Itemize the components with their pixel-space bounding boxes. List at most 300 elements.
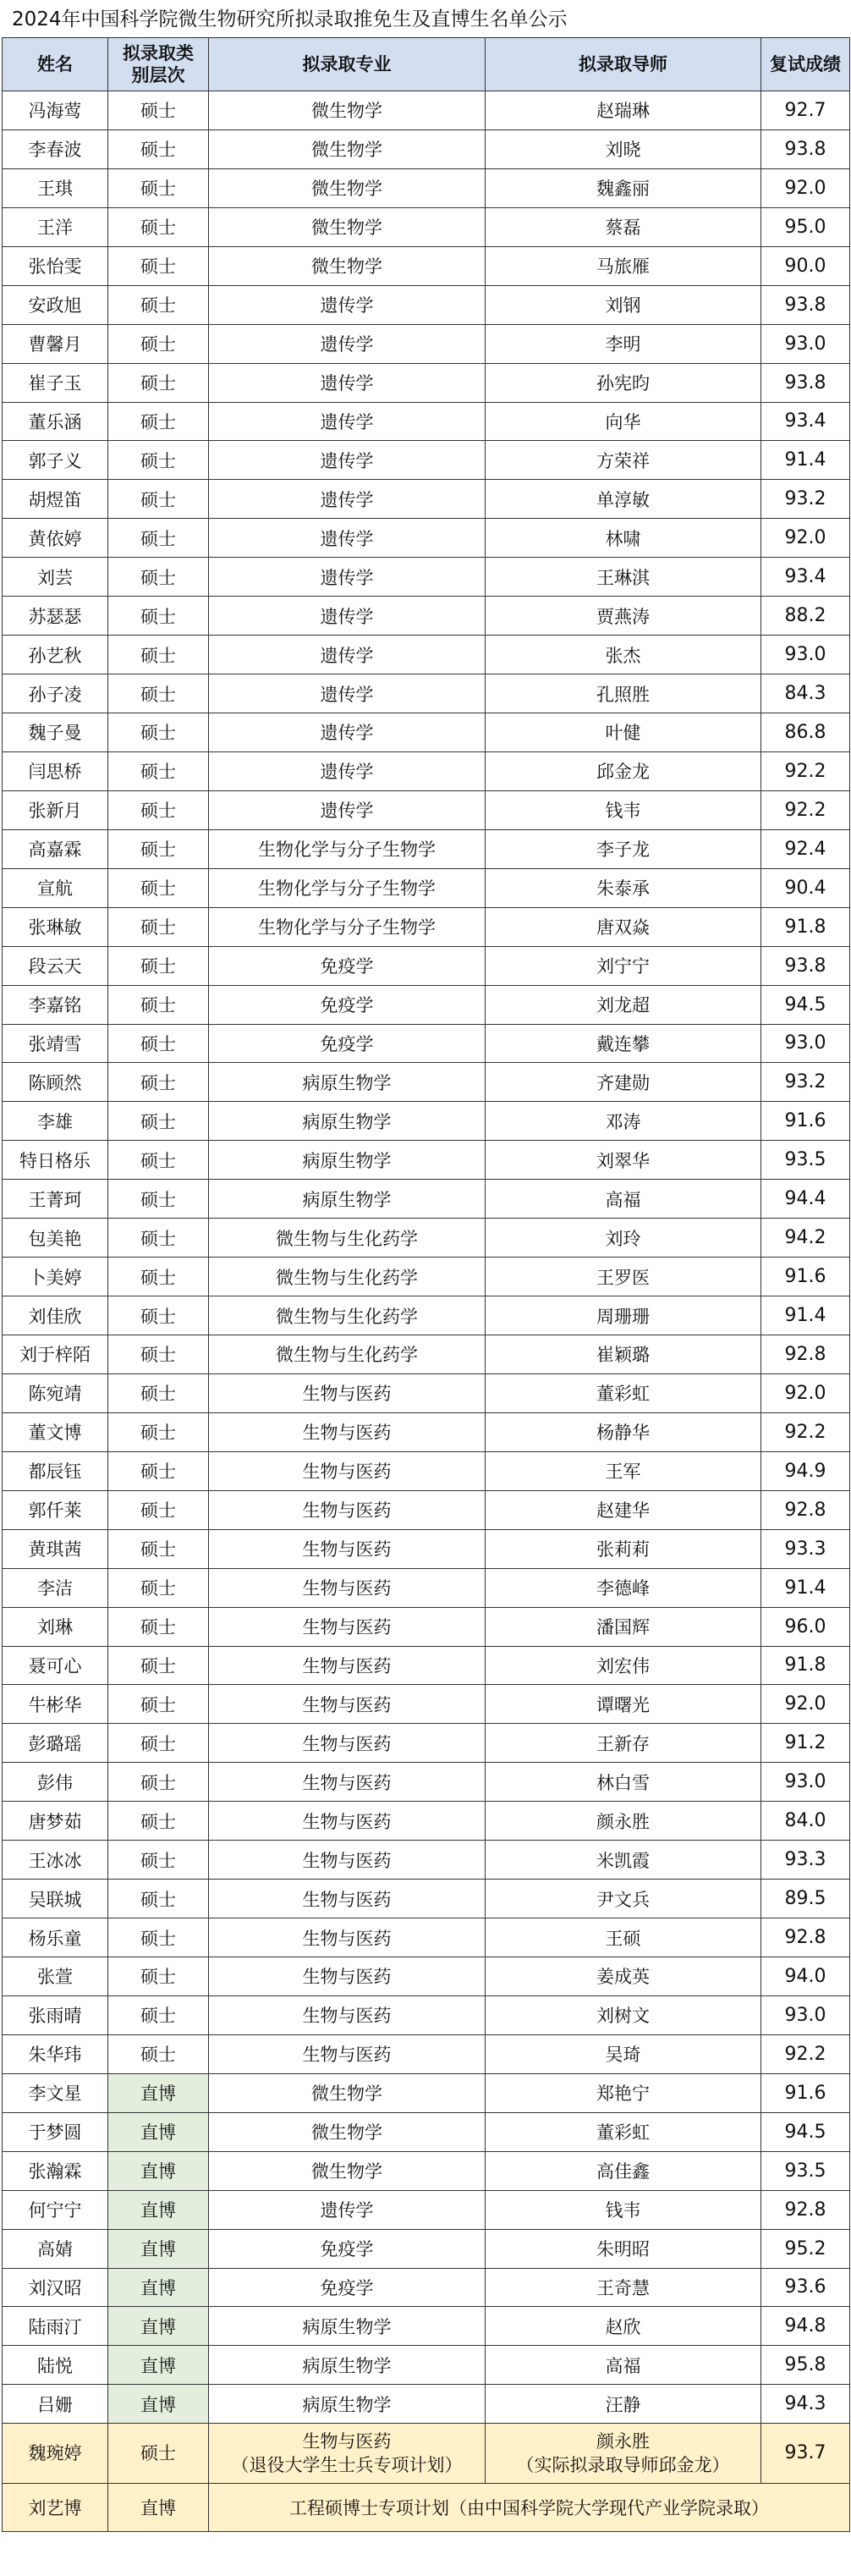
cell-advisor: 颜永胜 bbox=[486, 1802, 761, 1841]
table-row bbox=[3, 441, 850, 480]
cell-major: 生物与医药 bbox=[209, 1451, 486, 1490]
cell-major: 生物化学与分子生物学 bbox=[209, 907, 486, 946]
cell-name: 孙艺秋 bbox=[3, 636, 108, 674]
cell-name: 陆悦 bbox=[3, 2346, 108, 2385]
cell-name: 吴联城 bbox=[3, 1880, 108, 1918]
cell-score: 91.8 bbox=[761, 1646, 850, 1685]
cell-score: 91.6 bbox=[761, 2073, 850, 2112]
cell-major: 免疫学 bbox=[209, 946, 486, 985]
table-row bbox=[3, 363, 850, 402]
cell-score: 92.0 bbox=[761, 1373, 850, 1412]
cell-level: 硕士 bbox=[108, 1568, 209, 1607]
cell-score: 92.7 bbox=[761, 91, 850, 130]
cell-advisor: 赵欣 bbox=[486, 2307, 761, 2346]
cell-level: 硕士 bbox=[108, 946, 209, 985]
cell-level: 硕士 bbox=[108, 1063, 209, 1102]
cell-advisor: 王奇慧 bbox=[486, 2268, 761, 2307]
table-row bbox=[3, 207, 850, 246]
cell-score: 93.0 bbox=[761, 1024, 850, 1063]
cell-level: 硕士 bbox=[108, 1529, 209, 1568]
header-advisor: 拟录取导师 bbox=[486, 38, 761, 91]
cell-advisor: 邓涛 bbox=[486, 1102, 761, 1141]
cell-score: 94.5 bbox=[761, 2112, 850, 2151]
cell-name: 张琳敏 bbox=[3, 907, 108, 946]
cell-score: 92.0 bbox=[761, 1685, 850, 1724]
table-row bbox=[3, 1180, 850, 1219]
table-row bbox=[3, 558, 850, 597]
cell-advisor: 谭曙光 bbox=[486, 1685, 761, 1724]
cell-major: 生物与医药 bbox=[209, 1607, 486, 1646]
cell-score: 94.9 bbox=[761, 1451, 850, 1490]
cell-advisor: 高福 bbox=[486, 1180, 761, 1219]
table-row bbox=[3, 636, 850, 674]
cell-level: 直博 bbox=[108, 2346, 209, 2385]
cell-advisor: 郑艳宁 bbox=[486, 2073, 761, 2112]
cell-score: 92.8 bbox=[761, 1490, 850, 1529]
cell-level: 硕士 bbox=[108, 790, 209, 829]
cell-advisor: 林啸 bbox=[486, 519, 761, 558]
cell-advisor: 刘龙超 bbox=[486, 985, 761, 1024]
table-row bbox=[3, 829, 850, 868]
cell-name: 王菁珂 bbox=[3, 1180, 108, 1219]
cell-level: 硕士 bbox=[108, 1024, 209, 1063]
cell-level: 直博 bbox=[108, 2073, 209, 2112]
cell-name: 安政旭 bbox=[3, 285, 108, 324]
table-row bbox=[3, 1802, 850, 1841]
cell-major: 生物与医药 bbox=[209, 1646, 486, 1685]
cell-score: 91.2 bbox=[761, 1724, 850, 1763]
cell-score: 93.4 bbox=[761, 558, 850, 597]
cell-advisor: 尹文兵 bbox=[486, 1880, 761, 1918]
cell-major: 生物与医药 bbox=[209, 1995, 486, 2034]
cell-major: 生物与医药 bbox=[209, 1490, 486, 1529]
table-row bbox=[3, 1373, 850, 1412]
cell-score: 92.2 bbox=[761, 1412, 850, 1451]
cell-advisor: 王硕 bbox=[486, 1918, 761, 1957]
cell-score: 93.3 bbox=[761, 1529, 850, 1568]
cell-advisor: 戴连攀 bbox=[486, 1024, 761, 1063]
cell-major: 免疫学 bbox=[209, 2229, 486, 2268]
cell-name: 朱华玮 bbox=[3, 2034, 108, 2073]
table-row bbox=[3, 1141, 850, 1180]
cell-name: 郭仟莱 bbox=[3, 1490, 108, 1529]
cell-advisor: 孙宪昀 bbox=[486, 363, 761, 402]
cell-major: 病原生物学 bbox=[209, 1141, 486, 1180]
cell-advisor: 王琳淇 bbox=[486, 558, 761, 597]
cell-major: 遗传学 bbox=[209, 480, 486, 519]
cell-score: 94.3 bbox=[761, 2385, 850, 2424]
table-row bbox=[3, 1995, 850, 2034]
cell-score: 90.4 bbox=[761, 868, 850, 907]
cell-advisor: 林白雪 bbox=[486, 1763, 761, 1802]
cell-advisor: 杨静华 bbox=[486, 1412, 761, 1451]
cell-level: 硕士 bbox=[108, 1180, 209, 1219]
cell-score: 94.0 bbox=[761, 1957, 850, 1996]
cell-level: 硕士 bbox=[108, 363, 209, 402]
cell-score: 90.0 bbox=[761, 246, 850, 285]
cell-score: 89.5 bbox=[761, 1880, 850, 1918]
cell-name: 孙子凌 bbox=[3, 674, 108, 713]
table-row bbox=[3, 1607, 850, 1646]
cell-advisor: 刘树文 bbox=[486, 1995, 761, 2034]
table-row bbox=[3, 907, 850, 946]
table-row bbox=[3, 2151, 850, 2190]
cell-level: 硕士 bbox=[108, 713, 209, 752]
cell-advisor: 高佳鑫 bbox=[486, 2151, 761, 2190]
cell-name: 李嘉铭 bbox=[3, 985, 108, 1024]
cell-score: 94.4 bbox=[761, 1180, 850, 1219]
cell-score: 93.4 bbox=[761, 402, 850, 441]
cell-level: 硕士 bbox=[108, 1296, 209, 1335]
cell-major: 遗传学 bbox=[209, 751, 486, 790]
cell-advisor: 董彩虹 bbox=[486, 1373, 761, 1412]
cell-major: 微生物与生化药学 bbox=[209, 1219, 486, 1258]
cell-score: 93.0 bbox=[761, 636, 850, 674]
cell-major: 病原生物学 bbox=[209, 1102, 486, 1141]
cell-major: 微生物学 bbox=[209, 129, 486, 168]
cell-major: 生物与医药 bbox=[209, 1880, 486, 1918]
cell-score: 93.8 bbox=[761, 285, 850, 324]
special-row-veteran bbox=[3, 2424, 850, 2484]
cell-name: 黄琪茜 bbox=[3, 1529, 108, 1568]
cell-major: 遗传学 bbox=[209, 713, 486, 752]
cell-major: 遗传学 bbox=[209, 636, 486, 674]
cell-major: 遗传学 bbox=[209, 402, 486, 441]
cell-major: 生物化学与分子生物学 bbox=[209, 829, 486, 868]
cell-level: 硕士 bbox=[108, 636, 209, 674]
table-row bbox=[3, 1841, 850, 1880]
cell-level: 硕士 bbox=[108, 1219, 209, 1258]
cell-major: 病原生物学 bbox=[209, 1063, 486, 1102]
table-header-row bbox=[3, 38, 850, 91]
table-row bbox=[3, 2307, 850, 2346]
table-row bbox=[3, 285, 850, 324]
cell-level: 硕士 bbox=[108, 1258, 209, 1296]
cell-level: 硕士 bbox=[108, 1335, 209, 1374]
cell-level: 硕士 bbox=[108, 1802, 209, 1841]
cell-level: 硕士 bbox=[108, 1763, 209, 1802]
cell-level: 硕士 bbox=[108, 246, 209, 285]
cell-score: 92.4 bbox=[761, 829, 850, 868]
table-row bbox=[3, 2112, 850, 2151]
cell-advisor: 钱韦 bbox=[486, 2190, 761, 2229]
cell-major: 生物与医药 bbox=[209, 1685, 486, 1724]
cell-name: 高嘉霖 bbox=[3, 829, 108, 868]
table-row bbox=[3, 597, 850, 636]
cell-major: 遗传学 bbox=[209, 519, 486, 558]
cell-name: 刘琳 bbox=[3, 1607, 108, 1646]
cell-score: 93.0 bbox=[761, 1763, 850, 1802]
cell-major: 遗传学 bbox=[209, 790, 486, 829]
cell-score: 93.0 bbox=[761, 1995, 850, 2034]
cell-advisor: 刘宏伟 bbox=[486, 1646, 761, 1685]
table-row bbox=[3, 2385, 850, 2424]
cell-level: 硕士 bbox=[108, 91, 209, 130]
table-row bbox=[3, 1451, 850, 1490]
cell-advisor: 孔照胜 bbox=[486, 674, 761, 713]
cell-level: 硕士 bbox=[108, 1841, 209, 1880]
cell-advisor: 齐建勋 bbox=[486, 1063, 761, 1102]
table-row bbox=[3, 868, 850, 907]
special-row-engineering bbox=[3, 2484, 850, 2532]
cell-score: 91.6 bbox=[761, 1102, 850, 1141]
cell-name: 李雄 bbox=[3, 1102, 108, 1141]
cell-level: 硕士 bbox=[108, 674, 209, 713]
cell-major: 遗传学 bbox=[209, 558, 486, 597]
table-row bbox=[3, 751, 850, 790]
cell-advisor: 朱泰承 bbox=[486, 868, 761, 907]
cell-major bbox=[209, 2424, 486, 2484]
cell-major: 遗传学 bbox=[209, 324, 486, 363]
cell-advisor: 王军 bbox=[486, 1451, 761, 1490]
cell-level: 硕士 bbox=[108, 168, 209, 207]
cell-level: 直博 bbox=[108, 2268, 209, 2307]
cell-major: 病原生物学 bbox=[209, 2385, 486, 2424]
cell-level: 硕士 bbox=[108, 480, 209, 519]
cell-advisor: 刘钢 bbox=[486, 285, 761, 324]
cell-name: 张雨晴 bbox=[3, 1995, 108, 2034]
cell-level: 硕士 bbox=[108, 402, 209, 441]
cell-advisor: 董彩虹 bbox=[486, 2112, 761, 2151]
cell-major: 病原生物学 bbox=[209, 2307, 486, 2346]
cell-advisor: 朱明昭 bbox=[486, 2229, 761, 2268]
cell-level: 硕士 bbox=[108, 1490, 209, 1529]
advisor-line1: 颜永胜 bbox=[596, 2431, 650, 2452]
cell-name: 王琪 bbox=[3, 168, 108, 207]
cell-level: 硕士 bbox=[108, 1995, 209, 2034]
cell-name: 杨乐童 bbox=[3, 1918, 108, 1957]
cell-level: 硕士 bbox=[108, 558, 209, 597]
cell-level: 硕士 bbox=[108, 1373, 209, 1412]
table-row bbox=[3, 519, 850, 558]
cell-score: 84.0 bbox=[761, 1802, 850, 1841]
cell-name: 王洋 bbox=[3, 207, 108, 246]
advisor-line2: （实际拟录取导师邱金龙） bbox=[516, 2455, 730, 2476]
cell-major: 微生物学 bbox=[209, 168, 486, 207]
table-row bbox=[3, 2268, 850, 2307]
table-row bbox=[3, 1957, 850, 1996]
cell-advisor: 刘宁宁 bbox=[486, 946, 761, 985]
cell-name: 李春波 bbox=[3, 129, 108, 168]
cell-advisor: 汪静 bbox=[486, 2385, 761, 2424]
cell-advisor: 钱韦 bbox=[486, 790, 761, 829]
cell-score: 94.5 bbox=[761, 985, 850, 1024]
cell-name: 李文星 bbox=[3, 2073, 108, 2112]
cell-name: 董文博 bbox=[3, 1412, 108, 1451]
cell-score: 92.2 bbox=[761, 751, 850, 790]
cell-major: 免疫学 bbox=[209, 2268, 486, 2307]
cell-score: 92.2 bbox=[761, 790, 850, 829]
cell-advisor: 刘玲 bbox=[486, 1219, 761, 1258]
cell-score: 92.8 bbox=[761, 1918, 850, 1957]
cell-major: 遗传学 bbox=[209, 285, 486, 324]
table-row bbox=[3, 324, 850, 363]
table-row bbox=[3, 168, 850, 207]
cell-advisor: 唐双焱 bbox=[486, 907, 761, 946]
cell-level: 硕士 bbox=[108, 597, 209, 636]
cell-major: 生物与医药 bbox=[209, 1373, 486, 1412]
cell-score: 93.5 bbox=[761, 1141, 850, 1180]
cell-name: 唐梦茹 bbox=[3, 1802, 108, 1841]
cell-level: 直博 bbox=[108, 2190, 209, 2229]
cell-score: 94.8 bbox=[761, 2307, 850, 2346]
table-row bbox=[3, 1763, 850, 1802]
table-row bbox=[3, 91, 850, 130]
cell-advisor: 马旅雁 bbox=[486, 246, 761, 285]
cell-level: 硕士 bbox=[108, 519, 209, 558]
cell-score: 86.8 bbox=[761, 713, 850, 752]
cell-advisor: 贾燕涛 bbox=[486, 597, 761, 636]
cell-advisor: 姜成英 bbox=[486, 1957, 761, 1996]
cell-level: 硕士 bbox=[108, 1607, 209, 1646]
header-name: 姓名 bbox=[3, 38, 108, 91]
cell-name: 高婧 bbox=[3, 2229, 108, 2268]
cell-major: 生物与医药 bbox=[209, 1918, 486, 1957]
cell-score: 92.8 bbox=[761, 2190, 850, 2229]
cell-name: 冯海莺 bbox=[3, 91, 108, 130]
cell-major: 病原生物学 bbox=[209, 2346, 486, 2385]
cell-level: 硕士 bbox=[108, 829, 209, 868]
cell-name: 都辰钰 bbox=[3, 1451, 108, 1490]
cell-level: 硕士 bbox=[108, 207, 209, 246]
cell-major: 遗传学 bbox=[209, 597, 486, 636]
cell-score: 92.8 bbox=[761, 1335, 850, 1374]
cell-major: 生物与医药 bbox=[209, 1957, 486, 1996]
cell-level: 硕士 bbox=[108, 907, 209, 946]
table-row bbox=[3, 2229, 850, 2268]
cell-major: 生物与医药 bbox=[209, 1763, 486, 1802]
cell-level: 直博 bbox=[108, 2112, 209, 2151]
cell-name: 于梦圆 bbox=[3, 2112, 108, 2151]
cell-score: 95.2 bbox=[761, 2229, 850, 2268]
cell-advisor: 王新存 bbox=[486, 1724, 761, 1763]
cell-level: 硕士 bbox=[108, 751, 209, 790]
cell-major: 生物化学与分子生物学 bbox=[209, 868, 486, 907]
major-line1: 生物与医药 bbox=[302, 2431, 392, 2452]
cell-advisor: 王罗医 bbox=[486, 1258, 761, 1296]
cell-score: 91.6 bbox=[761, 1258, 850, 1296]
cell-name: 魏子曼 bbox=[3, 713, 108, 752]
table-row bbox=[3, 480, 850, 519]
cell-major: 免疫学 bbox=[209, 1024, 486, 1063]
cell-advisor: 赵建华 bbox=[486, 1490, 761, 1529]
table-row bbox=[3, 2190, 850, 2229]
table-row bbox=[3, 1685, 850, 1724]
cell-name: 刘佳欣 bbox=[3, 1296, 108, 1335]
cell-level: 直博 bbox=[108, 2484, 209, 2532]
cell-major: 遗传学 bbox=[209, 363, 486, 402]
cell-score: 93.6 bbox=[761, 2268, 850, 2307]
cell-level: 直博 bbox=[108, 2385, 209, 2424]
cell-level: 硕士 bbox=[108, 1646, 209, 1685]
table-row bbox=[3, 674, 850, 713]
cell-advisor: 张莉莉 bbox=[486, 1529, 761, 1568]
cell-score: 93.8 bbox=[761, 363, 850, 402]
cell-score: 93.5 bbox=[761, 2151, 850, 2190]
cell-level: 硕士 bbox=[108, 324, 209, 363]
cell-score: 91.4 bbox=[761, 1568, 850, 1607]
table-row bbox=[3, 713, 850, 752]
cell-score: 93.2 bbox=[761, 480, 850, 519]
cell-score: 95.8 bbox=[761, 2346, 850, 2385]
cell-advisor: 叶健 bbox=[486, 713, 761, 752]
cell-score: 93.8 bbox=[761, 946, 850, 985]
cell-advisor: 李德峰 bbox=[486, 1568, 761, 1607]
cell-name: 张瀚霖 bbox=[3, 2151, 108, 2190]
cell-major: 遗传学 bbox=[209, 674, 486, 713]
cell-name: 张靖雪 bbox=[3, 1024, 108, 1063]
cell-name: 牛彬华 bbox=[3, 1685, 108, 1724]
cell-major: 微生物与生化药学 bbox=[209, 1335, 486, 1374]
table-row bbox=[3, 1296, 850, 1335]
table-row bbox=[3, 790, 850, 829]
cell-name: 张怡雯 bbox=[3, 246, 108, 285]
cell-major: 微生物学 bbox=[209, 2073, 486, 2112]
cell-advisor: 周珊珊 bbox=[486, 1296, 761, 1335]
admission-table bbox=[2, 37, 850, 2532]
header-major: 拟录取专业 bbox=[209, 38, 486, 91]
cell-score: 93.3 bbox=[761, 1841, 850, 1880]
cell-name: 卜美婷 bbox=[3, 1258, 108, 1296]
table-row bbox=[3, 129, 850, 168]
cell-level: 硕士 bbox=[108, 1451, 209, 1490]
cell-name: 彭璐瑶 bbox=[3, 1724, 108, 1763]
cell-name: 刘于梓陌 bbox=[3, 1335, 108, 1374]
header-level: 拟录取类别层次 bbox=[108, 38, 209, 91]
major-line2: （退役大学生士兵专项计划） bbox=[231, 2455, 463, 2476]
cell-advisor: 米凯霞 bbox=[486, 1841, 761, 1880]
table-row bbox=[3, 1258, 850, 1296]
cell-advisor: 潘国辉 bbox=[486, 1607, 761, 1646]
cell-level: 硕士 bbox=[108, 1918, 209, 1957]
cell-name: 陈宛靖 bbox=[3, 1373, 108, 1412]
cell-level: 硕士 bbox=[108, 441, 209, 480]
cell-name: 崔子玉 bbox=[3, 363, 108, 402]
cell-major: 微生物学 bbox=[209, 246, 486, 285]
cell-name: 魏琬婷 bbox=[3, 2424, 108, 2484]
cell-score: 94.2 bbox=[761, 1219, 850, 1258]
cell-name: 刘芸 bbox=[3, 558, 108, 597]
cell-score: 92.0 bbox=[761, 168, 850, 207]
cell-name: 郭子义 bbox=[3, 441, 108, 480]
cell-name: 闫思桥 bbox=[3, 751, 108, 790]
cell-major: 生物与医药 bbox=[209, 1724, 486, 1763]
cell-name: 陈顾然 bbox=[3, 1063, 108, 1102]
table-row bbox=[3, 985, 850, 1024]
cell-advisor: 向华 bbox=[486, 402, 761, 441]
cell-level: 硕士 bbox=[108, 1141, 209, 1180]
table-row bbox=[3, 1063, 850, 1102]
cell-name: 吕姗 bbox=[3, 2385, 108, 2424]
table-row bbox=[3, 402, 850, 441]
cell-level: 直博 bbox=[108, 2151, 209, 2190]
cell-major: 微生物学 bbox=[209, 2151, 486, 2190]
cell-advisor: 刘晓 bbox=[486, 129, 761, 168]
cell-major: 微生物学 bbox=[209, 207, 486, 246]
cell-major: 病原生物学 bbox=[209, 1180, 486, 1219]
cell-score: 92.0 bbox=[761, 519, 850, 558]
cell-advisor: 邱金龙 bbox=[486, 751, 761, 790]
cell-advisor: 张杰 bbox=[486, 636, 761, 674]
cell-advisor: 蔡磊 bbox=[486, 207, 761, 246]
cell-name: 黄依婷 bbox=[3, 519, 108, 558]
cell-advisor: 刘翠华 bbox=[486, 1141, 761, 1180]
cell-advisor: 李子龙 bbox=[486, 829, 761, 868]
cell-level: 直博 bbox=[108, 2229, 209, 2268]
cell-major: 遗传学 bbox=[209, 441, 486, 480]
table-row bbox=[3, 946, 850, 985]
cell-name: 王冰冰 bbox=[3, 1841, 108, 1880]
